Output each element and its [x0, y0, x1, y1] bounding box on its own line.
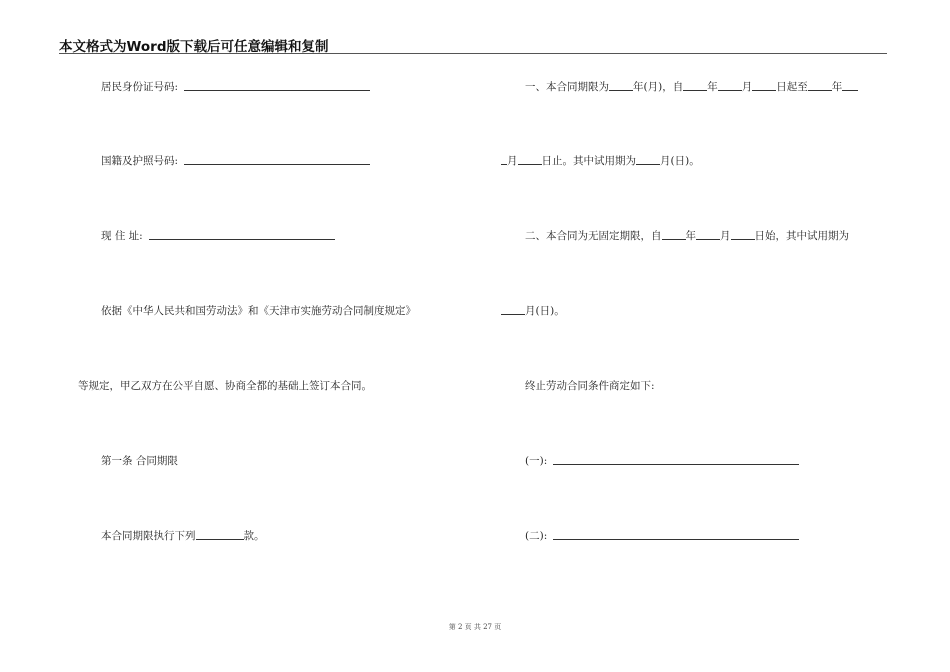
id-number-label: 居民身份证号码: — [101, 81, 179, 93]
clause-1-end-month-blank[interactable] — [842, 80, 858, 91]
clause-1-text-b: 年(月)，自 — [633, 81, 684, 93]
page-footer: 第 2 页 共 27 页 — [448, 623, 502, 631]
clause-1-text-c: 年 — [707, 81, 718, 93]
clause-1-line2-text-b: 日止。其中试用期为 — [541, 155, 636, 167]
clause-2-text-c: 月 — [720, 230, 731, 242]
term-execute-line — [101, 529, 265, 543]
clause-1-end-year-blank[interactable] — [808, 80, 832, 91]
clause-2-line-2 — [501, 304, 565, 318]
basis-text-line-1: 依据《中华人民共和国劳动法》和《天津市实施劳动合同制度规定》 — [101, 305, 416, 317]
passport-line — [101, 154, 370, 168]
address-line — [101, 229, 335, 243]
termination-item-1-blank[interactable] — [553, 454, 799, 465]
clause-2-line2-text: 月(日)。 — [525, 305, 565, 317]
passport-blank[interactable] — [184, 154, 370, 165]
termination-item-2-label: (二): — [525, 530, 548, 542]
clause-2-line-1 — [525, 229, 849, 243]
clause-1-years-blank[interactable] — [609, 80, 633, 91]
termination-item-1 — [525, 454, 799, 468]
clause-1-end-day-blank[interactable] — [518, 154, 542, 165]
clause-1-text-d: 月 — [741, 81, 753, 93]
basis-text-line-2: 等规定，甲乙双方在公平自愿、协商全都的基础上签订本合同。 — [78, 380, 372, 392]
clause-1-probation-blank[interactable] — [636, 154, 660, 165]
clause-2-text-b: 年 — [685, 230, 696, 242]
address-blank[interactable] — [149, 229, 335, 240]
termination-title: 终止劳动合同条件商定如下: — [525, 380, 655, 392]
clause-1-line-1 — [525, 80, 858, 94]
term-execute-prefix: 本合同期限执行下列 — [101, 530, 196, 542]
header-title: 本文格式为Word版下载后可任意编辑和复制 — [59, 39, 329, 55]
clause-2-probation-blank[interactable] — [501, 304, 525, 315]
clause-1-text-f: 年 — [831, 81, 843, 93]
termination-item-2-blank[interactable] — [553, 529, 799, 540]
term-clause-blank[interactable] — [196, 529, 244, 540]
clause-2-month-blank[interactable] — [696, 229, 720, 240]
clause-1-start-year-blank[interactable] — [683, 80, 707, 91]
clause-2-day-blank[interactable] — [731, 229, 755, 240]
clause-1-text-a: 一、本合同期限为 — [525, 81, 609, 93]
clause-2-year-blank[interactable] — [662, 229, 686, 240]
article-1-title: 第一条 合同期限 — [101, 455, 178, 467]
document-header — [59, 35, 887, 54]
clause-1-start-day-blank[interactable] — [752, 80, 776, 91]
passport-label: 国籍及护照号码: — [101, 155, 179, 167]
clause-1-line2-text-c: 月(日)。 — [660, 155, 700, 167]
termination-item-2 — [525, 529, 799, 543]
clause-2-text-a: 二、本合同为无固定期限，自 — [525, 230, 662, 242]
term-execute-suffix: 款。 — [243, 530, 265, 542]
address-label: 现 住 址: — [101, 230, 143, 242]
id-number-blank[interactable] — [184, 80, 370, 91]
termination-item-1-label: (一): — [525, 455, 548, 467]
clause-1-start-month-blank[interactable] — [718, 80, 742, 91]
clause-1-line2-text-a: 月 — [507, 155, 518, 167]
clause-1-line-2 — [501, 154, 700, 168]
id-number-line — [101, 80, 370, 94]
clause-1-text-e: 日起至 — [776, 81, 808, 93]
clause-2-text-d: 日始，其中试用期为 — [754, 230, 849, 242]
